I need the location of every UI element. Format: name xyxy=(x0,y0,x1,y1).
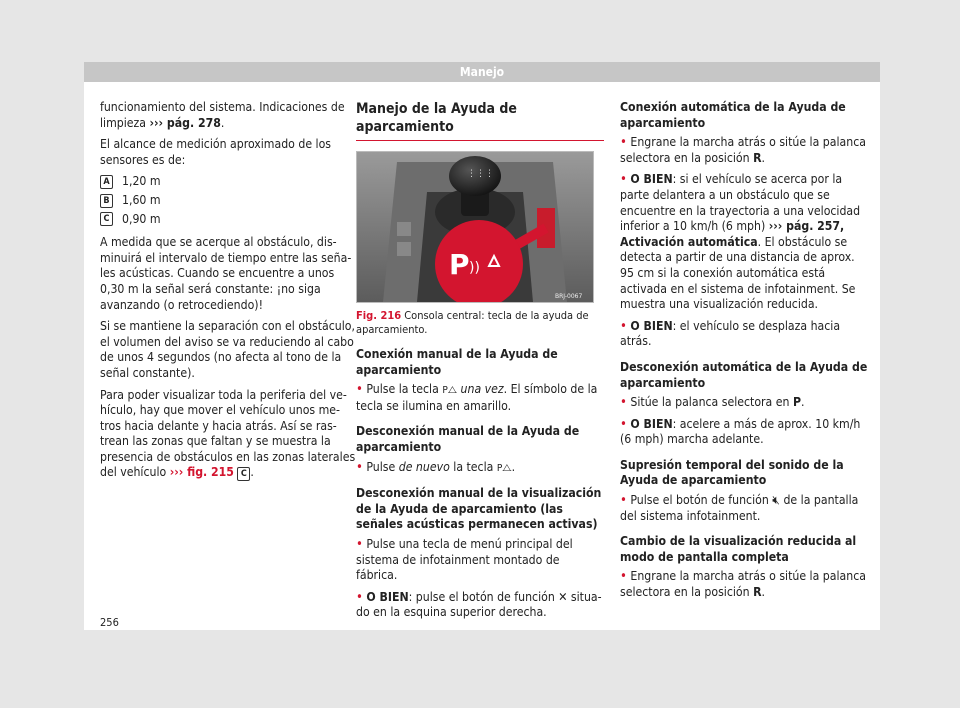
range-item-b: B 1,60 m xyxy=(100,193,356,209)
svg-text:P: P xyxy=(449,248,470,281)
paragraph-interval: A medida que se acerque al obstáculo, disminuirá el intervalo de tiempo entre las señales acústicas. Cuando se encuentre a unos 0,30 m la señal será constante: ¡no siga avanzando (o retrocediendo)! xyxy=(100,235,352,312)
bullet-display-off-2: • O BIEN: pulse el botón de función ✕ situado en la esquina superior derecha. xyxy=(356,589,602,620)
bullet-auto-off-2: • O BIEN: acelere a más de aprox. 10 km/h (6 mph) marcha adelante. xyxy=(620,416,861,447)
link-fig-215[interactable]: ››› fig. 215 xyxy=(169,465,234,480)
heading-auto-on: Conexión automática de la Ayuda de aparcamiento xyxy=(620,100,846,130)
bullet-sound-suppress: • Pulse el botón de función 🔇︎ de la pantalla del sistema infotainment. xyxy=(620,493,859,523)
heading-fullscreen: Cambio de la visualización reducida al modo de pantalla completa xyxy=(620,534,857,564)
range-list xyxy=(100,174,356,227)
bullet-auto-on-1: • Engrane la marcha atrás o sitúe la palanca selectora en la posición R. xyxy=(620,135,866,165)
range-item-a: A 1,20 m xyxy=(100,174,356,190)
label-c-badge: C xyxy=(100,212,113,226)
column-middle xyxy=(356,100,604,627)
section-title: Manejo de la Ayuda de aparcamiento xyxy=(356,100,604,141)
link-page-257[interactable]: ››› pág. 257, Activación automática xyxy=(620,219,845,249)
label-b-badge: B xyxy=(100,194,113,208)
paragraph-periphery: Para poder visualizar toda la periferia del vehículo, hay que mover el vehículo unos metros hacia delante y hacia atrás. Así se rastrean las zonas que faltan y se muestra la presencia de obstáculos en las zonas laterales del vehículo ››› fig. 215 C . xyxy=(100,387,356,480)
heading-sound-suppress: Supresión temporal del sonido de la Ayuda de aparcamiento xyxy=(620,457,844,488)
paragraph-cleaning: funcionamiento del sistema. Indicaciones de limpieza ››› pág. 278. xyxy=(100,100,345,130)
bullet-auto-on-2: • O BIEN: si el vehículo se acerca por la parte delantera a un obstáculo que se encuentre en la trayectoria a una velocidad inferior a 10 km/h (6 mph) ››› pág. 257, Activación automática. El obstáculo se detecta a partir de una distancia de aprox. 95 cm si la conexión automática está activada en el sistema de infotainment. Se muestra una visualización reducida. xyxy=(620,172,861,312)
mute-speaker-icon: 🔇︎ xyxy=(772,493,780,508)
console-illustration xyxy=(357,152,593,302)
figure-code: BRJ-0067 xyxy=(555,293,583,300)
chapter-header: Manejo xyxy=(84,62,880,82)
bullet-fullscreen: • Engrane la marcha atrás o sitúe la palanca selectora en la posición R. xyxy=(620,569,866,600)
heading-manual-off: Desconexión manual de la Ayuda de aparcamiento xyxy=(356,424,580,454)
bullet-auto-on-3: • O BIEN: el vehículo se desplaza hacia atrás. xyxy=(620,318,841,349)
svg-text:)): )) xyxy=(469,260,480,276)
column-left xyxy=(100,100,356,487)
paragraph-range-intro: El alcance de medición aproximado de los sensores es de: xyxy=(100,137,332,167)
column-right xyxy=(620,100,868,607)
label-c-badge-inline: C xyxy=(237,467,250,481)
parking-key-icon: P⧍ xyxy=(496,462,512,474)
paragraph-volume: Si se mantiene la separación con el obstáculo, el volumen del aviso se va reduciendo al cabo de unos 4 segundos (no afecta al tono de la señal constante). xyxy=(100,319,355,380)
bullet-auto-off-1: • Sitúe la palanca selectora en P. xyxy=(620,395,805,411)
heading-manual-on: Conexión manual de la Ayuda de aparcamiento xyxy=(356,347,558,377)
figure-caption: Fig. 216 Consola central: tecla de la ayuda de aparcamiento. xyxy=(356,309,589,336)
svg-text:⋮⋮⋮: ⋮⋮⋮ xyxy=(467,169,494,179)
bullet-display-off-1: • Pulse una tecla de menú principal del sistema de infotainment montado de fábrica. xyxy=(356,536,573,583)
manual-page xyxy=(84,62,880,630)
heading-display-off: Desconexión manual de la visualización de la Ayuda de aparcamiento (las señales acústicas permanecen activas) xyxy=(356,486,602,532)
heading-auto-off: Desconexión automática de la Ayuda de aparcamiento xyxy=(620,359,868,390)
page-number: 256 xyxy=(100,616,119,629)
link-page-278[interactable]: ››› pág. 278 xyxy=(149,115,221,130)
label-a-badge: A xyxy=(100,175,113,189)
figure-center-console xyxy=(356,151,594,303)
range-item-c: C 0,90 m xyxy=(100,212,356,228)
bullet-manual-off: • Pulse de nuevo la tecla P⧍. xyxy=(356,459,516,475)
parking-key-icon: P⧍ xyxy=(442,385,458,397)
bullet-manual-on: • Pulse la tecla P⧍ una vez. El símbolo de la tecla se ilumina en amarillo. xyxy=(356,382,598,413)
